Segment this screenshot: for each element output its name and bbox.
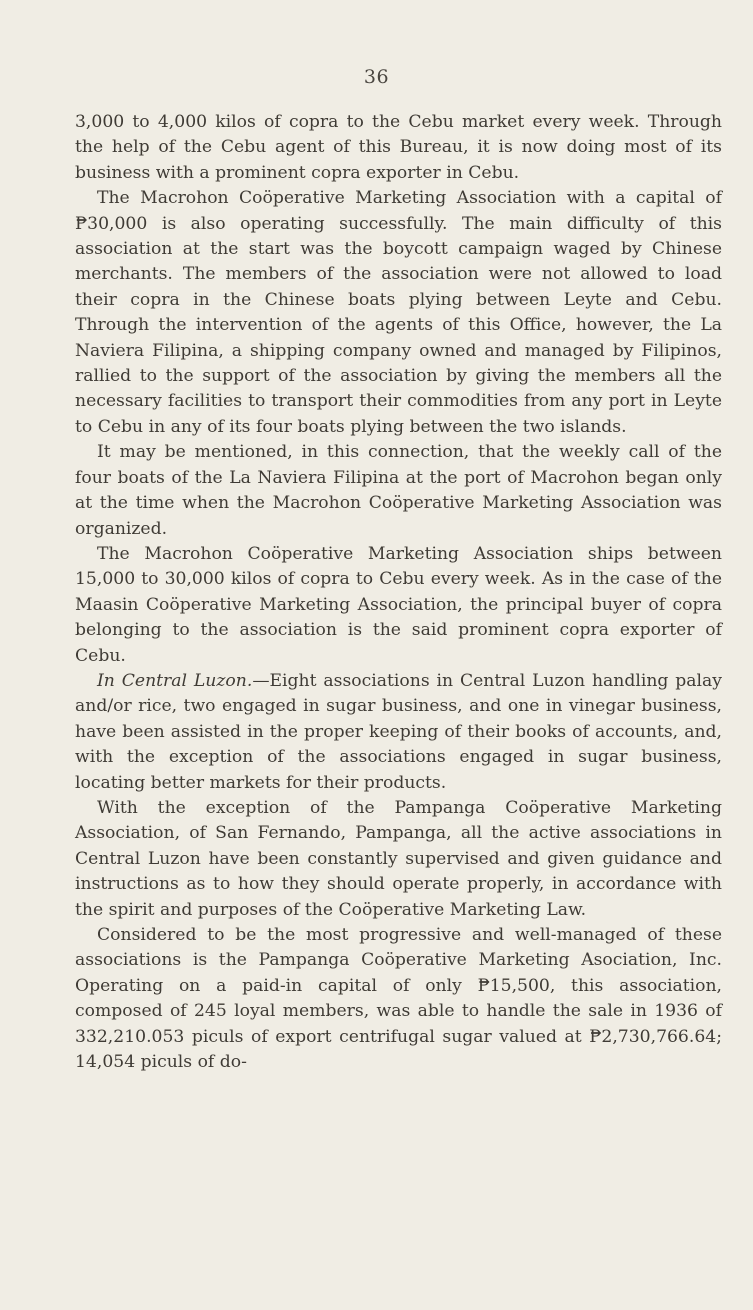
paragraph-2: The Macrohon Coöperative Marketing Association with a capital of ₱30,000 is also operating successfully. The main difficulty of this association at the start was the boycott campaign waged by Chinese merchants. The members of the association were not allowed to load their copra in the Chinese boats plying between Leyte and Cebu. Through the intervention of the agents of this Office, however, the La Naviera Filipina, a shipping company owned and managed by Filipinos, rallied to the support of the association by giving the members all the necessary facilities to transport their commodities from any port in Leyte to Cebu in any of its four boats plying between the two islands. (75, 188, 722, 437)
paragraph-3: It may be mentioned, in this connection, that the weekly call of the four boats of the La Naviera Filipina at the port of Macrohon began only at the time when the Macrohon Coöperative Marketing Association was organized. (75, 442, 722, 539)
section-heading-central-luzon: In Central Luzon. (97, 670, 253, 691)
paragraph-5 (75, 669, 722, 796)
page-number: 36 (363, 66, 390, 88)
paragraph-4: The Macrohon Coöperative Marketing Association ships between 15,000 to 30,000 kilos of copra to Cebu every week. As in the case of the Maasin Coöperative Marketing Association, the principal buyer of copra belonging to the association is the said prominent copra exporter of Cebu. (75, 543, 722, 666)
paragraph-7: Considered to be the most progressive and well-managed of these associations is the Pampanga Coöperative Marketing Asociation, Inc. Operating on a paid-in capital of only ₱15,500, this association, composed of 245 loyal members, was able to handle the sale in 1936 of 332,210.053 piculs of export centrifugal sugar valued at ₱2,730,766.64; 14,054 piculs of do- (75, 925, 722, 1073)
body-text (75, 110, 722, 1075)
paragraph-1: 3,000 to 4,000 kilos of copra to the Cebu market every week. Through the help of the Cebu agent of this Bureau, it is now doing most of its business with a prominent copra exporter in Cebu. (75, 112, 722, 183)
paragraph-6: With the exception of the Pampanga Coöperative Marketing Association, of San Fernando, Pampanga, all the active associations in Central Luzon have been constantly supervised and given guidance and instructions as to how they should operate properly, in accordance with the spirit and purposes of the Coöperative Marketing Law. (75, 797, 722, 920)
paragraph-5-text: —Eight associations in Central Luzon handling palay and/or rice, two engaged in sugar business, and one in vinegar business, have been assisted in the proper keeping of their books of accounts, and, with the exception of the associations engaged in sugar business, locating better markets for their products. (75, 670, 722, 793)
